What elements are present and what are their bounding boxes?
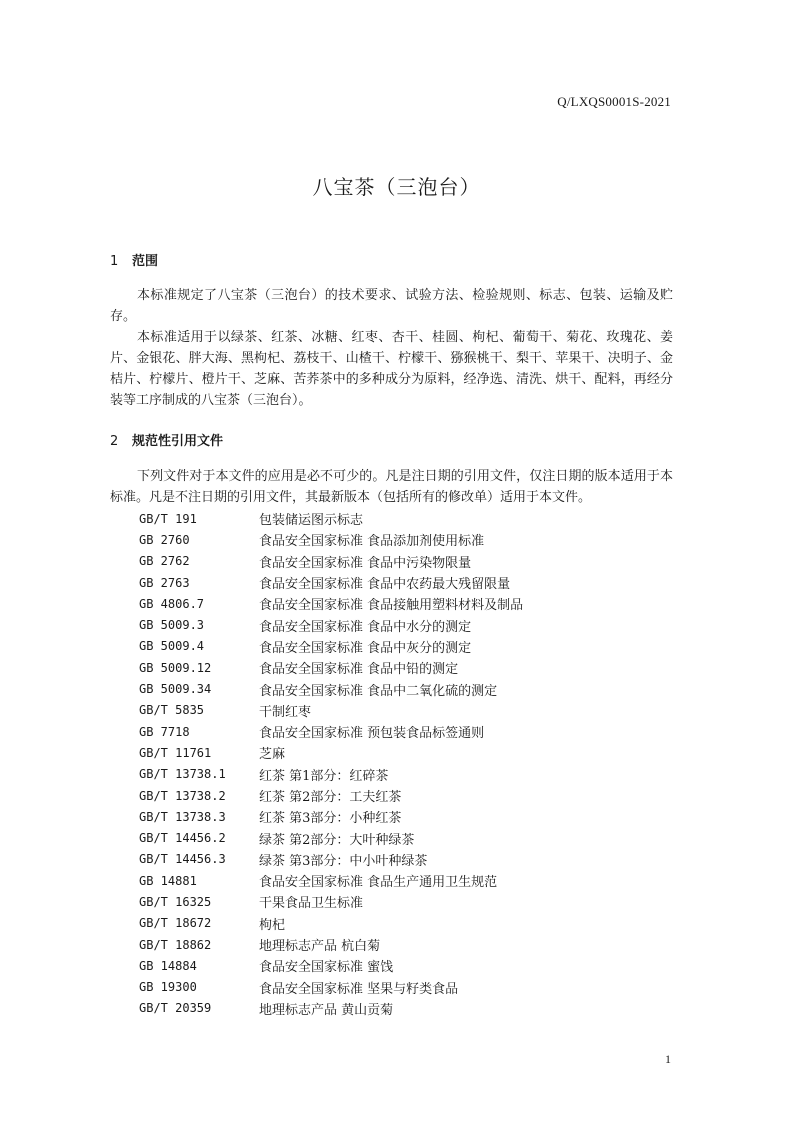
references-intro-paragraph: 下列文件对于本文件的应用是必不可少的。凡是注日期的引用文件，仅注日期的版本适用于本标准。凡是不注日期的引用文件，其最新版本（包括所有的修改单）适用于本文件。	[110, 469, 673, 505]
section-title: 范围	[132, 254, 159, 269]
reference-row	[139, 977, 679, 998]
section-title: 规范性引用文件	[132, 434, 224, 449]
reference-title: 食品安全国家标准 预包装食品标签通则	[259, 726, 485, 742]
reference-row	[139, 827, 679, 848]
reference-code: GB 19300	[139, 980, 197, 995]
document-title: 八宝茶（三泡台）	[312, 175, 481, 199]
reference-code: GB 2762	[139, 554, 190, 569]
reference-title: 芝麻	[259, 747, 286, 763]
reference-title: 食品安全国家标准 食品添加剂使用标准	[259, 534, 485, 550]
reference-code: GB 2763	[139, 575, 190, 590]
section-number: 1	[110, 254, 119, 269]
reference-row	[139, 742, 679, 763]
section-number: 2	[110, 434, 119, 449]
reference-row	[139, 955, 679, 976]
reference-row	[139, 934, 679, 955]
scope-paragraph-1: 本标准规定了八宝茶（三泡台）的技术要求、试验方法、检验规则、标志、包装、运输及贮存。	[110, 288, 673, 324]
reference-title: 食品安全国家标准 食品中水分的测定	[259, 619, 472, 635]
reference-row	[139, 657, 679, 678]
reference-row	[139, 870, 679, 891]
reference-code: GB/T 18672	[139, 916, 212, 931]
reference-code: GB/T 13738.1	[139, 767, 226, 782]
reference-row	[139, 700, 679, 721]
reference-row	[139, 891, 679, 912]
reference-row	[139, 721, 679, 742]
reference-row	[139, 913, 679, 934]
reference-row	[139, 636, 679, 657]
reference-title: 食品安全国家标准 蜜饯	[259, 960, 394, 976]
reference-title: 绿茶 第2部分：大叶种绿茶	[259, 832, 415, 848]
reference-code: GB 5009.3	[139, 618, 205, 633]
reference-title: 食品安全国家标准 食品接触用塑料材料及制品	[259, 598, 524, 614]
reference-row	[139, 614, 679, 635]
page-number: 1	[665, 1052, 671, 1066]
reference-title: 包装储运图示标志	[259, 513, 364, 529]
reference-title: 绿茶 第3部分：中小叶种绿茶	[259, 853, 428, 869]
reference-title: 红茶 第3部分：小种红茶	[259, 811, 402, 827]
reference-title: 食品安全国家标准 食品中农药最大残留限量	[259, 577, 511, 593]
reference-list	[139, 508, 679, 1019]
reference-code: GB/T 13738.2	[139, 788, 226, 803]
reference-code: GB 5009.4	[139, 639, 205, 654]
reference-code: GB/T 14456.3	[139, 852, 226, 867]
reference-row	[139, 572, 679, 593]
reference-code: GB 5009.34	[139, 682, 212, 697]
reference-code: GB/T 18862	[139, 937, 212, 952]
reference-row	[139, 508, 679, 529]
reference-row	[139, 678, 679, 699]
reference-row	[139, 529, 679, 550]
reference-code: GB 5009.12	[139, 660, 212, 675]
reference-title: 干制红枣	[259, 704, 312, 720]
reference-row	[139, 998, 679, 1019]
reference-code: GB 14881	[139, 873, 197, 888]
section-heading-scope	[110, 250, 158, 269]
reference-code: GB/T 191	[139, 511, 197, 526]
reference-row	[139, 785, 679, 806]
reference-row	[139, 551, 679, 572]
reference-code: GB 14884	[139, 958, 197, 973]
scope-paragraph-2: 本标准适用于以绿茶、红茶、冰糖、红枣、杏干、桂圆、枸杞、葡萄干、菊花、玫瑰花、姜片、金银花、胖大海、黑枸杞、荔枝干、山楂干、柠檬干、猕猴桃干、梨干、苹果干、决明子、金桔片、柠檬片、橙片干、芝麻、苦荞茶中的多种成分为原料，经净选、清洗、烘干、配料，再经分装等工序制成的八宝茶（三泡台）。	[110, 330, 673, 408]
reference-title: 枸杞	[259, 917, 286, 933]
reference-title: 食品安全国家标准 食品中污染物限量	[259, 555, 472, 571]
reference-title: 地理标志产品 黄山贡菊	[259, 1002, 394, 1018]
reference-title: 食品安全国家标准 食品中二氧化硫的测定	[259, 683, 498, 699]
reference-title: 食品安全国家标准 坚果与籽类食品	[259, 981, 459, 997]
reference-title: 红茶 第2部分：工夫红茶	[259, 790, 402, 805]
reference-title: 地理标志产品 杭白菊	[259, 939, 381, 955]
reference-row	[139, 593, 679, 614]
reference-row	[139, 849, 679, 870]
reference-code: GB 4806.7	[139, 596, 205, 611]
section-heading-normative-references	[110, 430, 223, 449]
reference-row	[139, 764, 679, 785]
reference-code: GB 7718	[139, 724, 190, 739]
reference-title: 食品安全国家标准 食品生产通用卫生规范	[259, 875, 498, 891]
reference-title: 食品安全国家标准 食品中灰分的测定	[259, 640, 472, 656]
reference-code: GB 2760	[139, 532, 190, 547]
reference-row	[139, 806, 679, 827]
reference-title: 干果食品卫生标准	[259, 896, 364, 912]
document-code: Q/LXQS0001S-2021	[557, 94, 671, 109]
reference-title: 食品安全国家标准 食品中铅的测定	[259, 662, 459, 678]
reference-code: GB/T 14456.2	[139, 831, 226, 846]
reference-title: 红茶 第1部分：红碎茶	[259, 768, 389, 784]
reference-code: GB/T 20359	[139, 1001, 212, 1016]
reference-code: GB/T 13738.3	[139, 809, 226, 824]
reference-code: GB/T 16325	[139, 894, 212, 909]
reference-code: GB/T 5835	[139, 703, 205, 718]
reference-code: GB/T 11761	[139, 745, 212, 760]
